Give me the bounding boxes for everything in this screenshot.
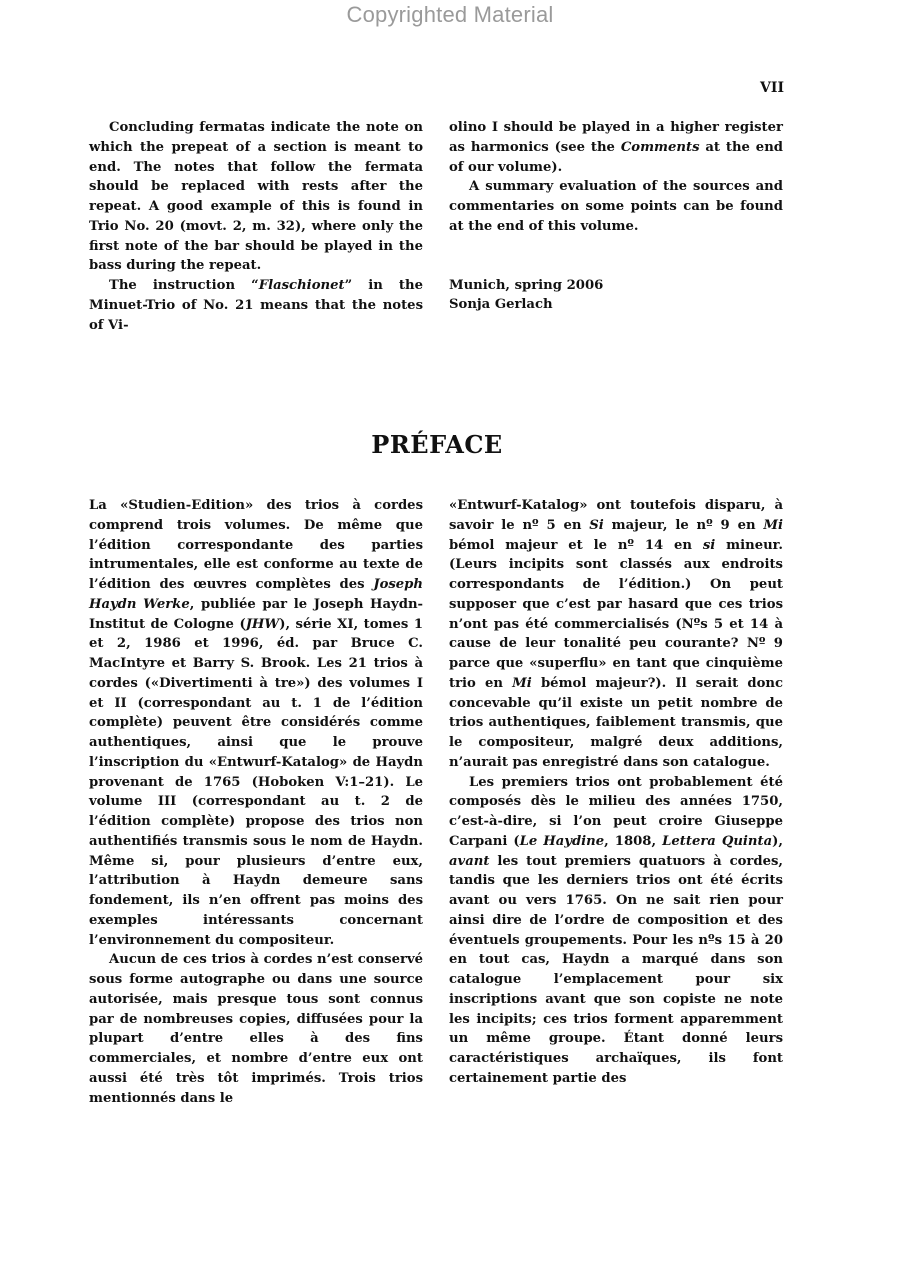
preface-column-right (449, 496, 783, 1089)
copyright-watermark: Copyrighted Material (346, 2, 554, 27)
signature-place-date: Munich, spring 2006 (449, 277, 604, 293)
paragraph-summary: A summary evaluation of the sources and commentaries on some points can be found at the end of this volume. (449, 179, 783, 234)
signature-block (449, 276, 783, 316)
english-column-left (89, 118, 423, 335)
paragraph-fermatas: Concluding fermatas indicate the note on which the prepeat of a section is meant to end. The notes that follow the fermata should be replaced with rests after the repeat. A good example of this is found in Trio No. 20 (movt. 2, m. 32), where only the first note of the bar should be played in the bass during the repeat. (89, 120, 423, 274)
paragraph-premiers-trios: Les premiers trios ont probablement été composés dès le milieu des années 1750, c’est-à-dire, si l’on peut croire Giuseppe Carpani (Le Haydine, 1808, Lettera Quinta), avant les tout premiers quatuors à cordes, tandis que les derniers trios ont été écrits avant ou vers 1765. On ne sait rien pour ainsi dire de l’ordre de composition et des éventuels groupements. Pour les nºs 15 à 20 en tout cas, Haydn a marqué dans son catalogue l’emplacement pour six inscriptions avant que son copiste ne note les incipits; ces trios forment apparemment un même groupe. Étant donné leurs caractéristiques archaïques, ils font certainement partie des (449, 774, 783, 1086)
paragraph-studien-edition: La «Studien-Edition» des trios à cordes comprend trois volumes. De même que l’édition correspondante des parties intrumentales, elle est conforme au texte de l’édition des œuvres complètes des Joseph Haydn Werke, publiée par le Joseph Haydn-Institut de Cologne (JHW), série XI, tomes 1 et 2, 1986 et 1996, éd. par Bruce C. MacIntyre et Barry S. Brook. Les 21 trios à cordes («Divertimenti à tre») des volumes I et II (correspondant au t. 1 de l’édition complète) peuvent être considérés comme authentiques, ainsi que le prouve l’inscription du «Entwurf-Katalog» de Haydn provenant de 1765 (Hoboken V:1–21). Le volume III (correspondant au t. 2 de l’édition complète) propose des trios non authentifiés transmis sous le nom de Haydn. Même si, pour plusieurs d’entre eux, l’attribution à Haydn demeure sans fondement, ils n’en offrent pas moins des exemples intéressants concernant l’environnement du compositeur. (89, 498, 424, 948)
english-column-right (449, 118, 783, 315)
preface-heading: PRÉFACE (371, 430, 503, 459)
paragraph-entwurf-katalog: «Entwurf-Katalog» ont toutefois disparu, à savoir le nº 5 en Si majeur, le nº 9 en Mi bémol majeur et le nº 14 en si mineur. (Leurs incipits sont classés aux endroits correspondants de l’édition.) On peut supposer que c’est par hasard que ces trios n’ont pas été commercialisés (Nºs 5 et 14 à cause de leur tonalité peu courante? Nº 9 parce que «superflu» en tant que cinquième trio en Mi bémol majeur?). Il serait donc concevable qu’il existe un petit nombre de trios authentiques, faiblement transmis, que le compositeur, malgré deux additions, n’aurait pas enregistré dans son catalogue. (449, 498, 783, 770)
paragraph-harmonics: olino I should be played in a higher register as harmonics (see the Comments at the end of our volume). (449, 120, 783, 175)
paragraph-autographe: Aucun de ces trios à cordes n’est conservé sous forme autographe ou dans une source autorisée, mais presque tous sont connus par de nombreuses copies, diffusées pour la plupart d’entre elles à des fins commerciales, et nombre d’entre eux ont aussi été très tôt imprimés. Trois trios mentionnés dans le (89, 952, 423, 1106)
page-number: VII (760, 80, 784, 96)
preface-column-left (89, 496, 423, 1108)
signature-author: Sonja Gerlach (449, 297, 553, 313)
paragraph-flaschionet: The instruction “Flaschionet” in the Minuet-Trio of No. 21 means that the notes of Vi- (89, 278, 423, 333)
